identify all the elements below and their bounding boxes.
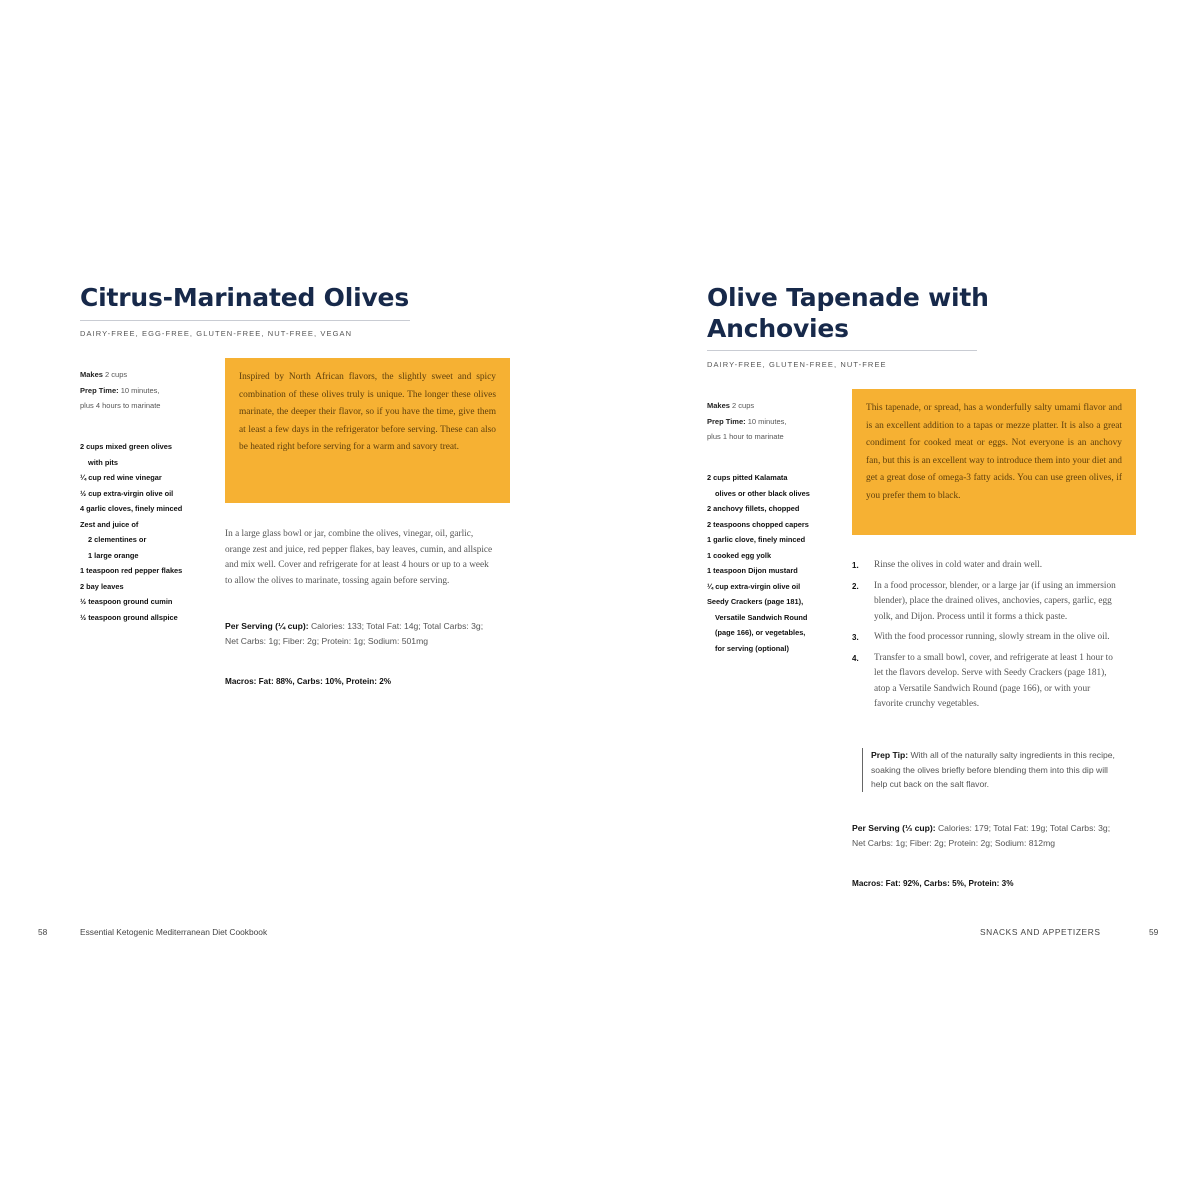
recipe-meta [707,398,787,445]
intro-box: Inspired by North African flavors, the slightly sweet and spicy combination of these olives truly is unique. The longer these olives marinate, the deeper their flavor, so if you have the time, give them at least a few days in the refrigerator before serving. These can also be heated right before serving for a warm and savory treat. [225,358,510,503]
prep-value: 10 minutes, [120,385,160,395]
makes-label: Makes [80,370,103,379]
ingredient-item: (page 166), or vegetables, [715,628,806,637]
ingredient-item: for serving (optional) [715,643,789,653]
per-serving-label: Per Serving (⅓ cup): [852,823,936,833]
ingredient-list [80,439,182,625]
ingredient-item: with pits [88,457,118,467]
recipe-title [707,282,989,344]
makes-label: Makes [707,401,730,410]
ingredient-item: 2 cups mixed green olives [80,442,173,451]
ingredient-item: 1 large orange [88,550,139,560]
prep-label: Prep Time: [80,385,119,395]
running-head: Essential Ketogenic Mediterranean Diet Cookbook [80,927,268,937]
intro-box: This tapenade, or spread, has a wonderfully salty umami flavor and is an excellent addition to a tapas or mezze platter. It is also a great condiment for cooked meat or eggs. Not everyone is an anchovy fan, but this is an excellent way to introduce them into your diet and get a great dose of omega-3 fatty acids. You can use green olives, if you prefer them to black. [852,389,1136,535]
method-steps [852,558,1117,718]
prep-value-cont: plus 1 hour to marinate [707,432,784,441]
step-number: 1. [852,561,859,570]
ingredient-item: Versatile Sandwich Round [715,612,808,622]
per-serving-label: Per Serving (¼ cup): [225,621,309,631]
title-divider [707,350,977,351]
ingredient-item: 2 teaspoons chopped capers [707,519,809,529]
makes-line [707,398,787,414]
step-number: 3. [852,633,859,642]
ingredient-item: 1 teaspoon red pepper flakes [80,566,183,575]
step-text: Transfer to a small bowl, cover, and refrigerate at least 1 hour to let the flavors develop. Serve with Seedy Crackers (page 181), atop a Versatile Sandwich Round (page 166), or with your favorite crunchy vegetables. [874,652,1113,709]
ingredient-item: Seedy Crackers (page 181), [707,597,804,606]
prep-tip-text: With all of the naturally salty ingredients in this recipe, soaking the olives briefly before blending them into this dip will help cut back on the salt flavor. [871,750,1115,790]
prep-line [80,383,160,399]
ingredient-item: 2 bay leaves [80,581,124,591]
step-number: 4. [852,653,859,663]
recipe-title-line2: Anchovies [707,314,849,343]
ingredient-item: 1 teaspoon Dijon mustard [707,566,798,575]
ingredient-item: 2 anchovy fillets, chopped [707,504,800,513]
diet-tags: DAIRY-FREE, EGG-FREE, GLUTEN-FREE, NUT-FREE, VEGAN [80,329,353,338]
makes-value: 2 cups [105,370,128,379]
ingredient-list [707,470,810,656]
prep-label: Prep Time: [707,416,746,426]
recipe-meta [80,367,160,414]
step-text: In a food processor, blender, or a large jar (if using an immersion blender), place the drained olives, anchovies, capers, garlic, egg yolk, and Dijon. Process until it forms a thick paste. [874,580,1116,622]
makes-line [80,367,160,383]
running-head: SNACKS AND APPETIZERS [980,927,1101,937]
prep-value: 10 minutes, [747,416,787,426]
step-item [852,630,1117,646]
prep-tip-label: Prep Tip: [871,750,909,760]
recipe-title-line1: Olive Tapenade with [707,283,989,312]
ingredient-item: ¼ cup extra-virgin olive oil [707,581,801,591]
prep-tip [862,748,1120,792]
right-page [600,0,1200,1200]
nutrition-info [225,619,495,648]
title-divider [80,320,410,321]
ingredient-item: 4 garlic cloves, finely minced [80,504,183,513]
nutrition-info [852,821,1122,850]
ingredient-item: ½ teaspoon ground cumin [80,597,173,606]
recipe-title: Citrus-Marinated Olives [80,283,409,312]
ingredient-item: ½ teaspoon ground allspice [80,612,178,622]
ingredient-item: 1 cooked egg yolk [707,550,772,560]
step-item [852,579,1117,626]
ingredient-item: olives or other black olives [715,488,810,498]
ingredient-item: Zest and juice of [80,519,139,529]
ingredient-item: ½ cup extra-virgin olive oil [80,488,174,498]
page-number: 58 [38,927,48,937]
page-number: 59 [1149,927,1159,937]
makes-value: 2 cups [732,401,755,410]
prep-value-cont: plus 4 hours to marinate [80,401,161,410]
ingredient-item: 2 cups pitted Kalamata [707,473,788,482]
macros-line: Macros: Fat: 92%, Carbs: 5%, Protein: 3% [852,879,1014,888]
ingredient-item: 2 clementines or [88,535,147,544]
step-item [852,558,1117,574]
per-serving-value: Calories: 133; Total Fat: 14g; Total Carbs: 3g; Net Carbs: 1g; Fiber: 2g; Protein: 1g; Sodium: 501mg [225,621,484,646]
step-text: Rinse the olives in cold water and drain well. [874,560,1043,570]
ingredient-item: ¼ cup red wine vinegar [80,473,162,482]
macros-line: Macros: Fat: 88%, Carbs: 10%, Protein: 2% [225,677,392,686]
ingredient-item: 1 garlic clove, finely minced [707,535,806,544]
diet-tags: DAIRY-FREE, GLUTEN-FREE, NUT-FREE [707,360,887,369]
per-serving-value: Calories: 179; Total Fat: 19g; Total Carbs: 3g; Net Carbs: 1g; Fiber: 2g; Protein: 2g; Sodium: 812mg [852,823,1111,848]
step-item [852,651,1117,713]
step-text: With the food processor running, slowly stream in the olive oil. [874,632,1110,642]
prep-line [707,414,787,430]
step-number: 2. [852,581,859,591]
method-text: In a large glass bowl or jar, combine the olives, vinegar, oil, garlic, orange zest and juice, red pepper flakes, bay leaves, cumin, and allspice and mix well. Cover and refrigerate for at least 4 hours or up to a week to allow the olives to marinate, tossing again before serving. [225,529,493,586]
